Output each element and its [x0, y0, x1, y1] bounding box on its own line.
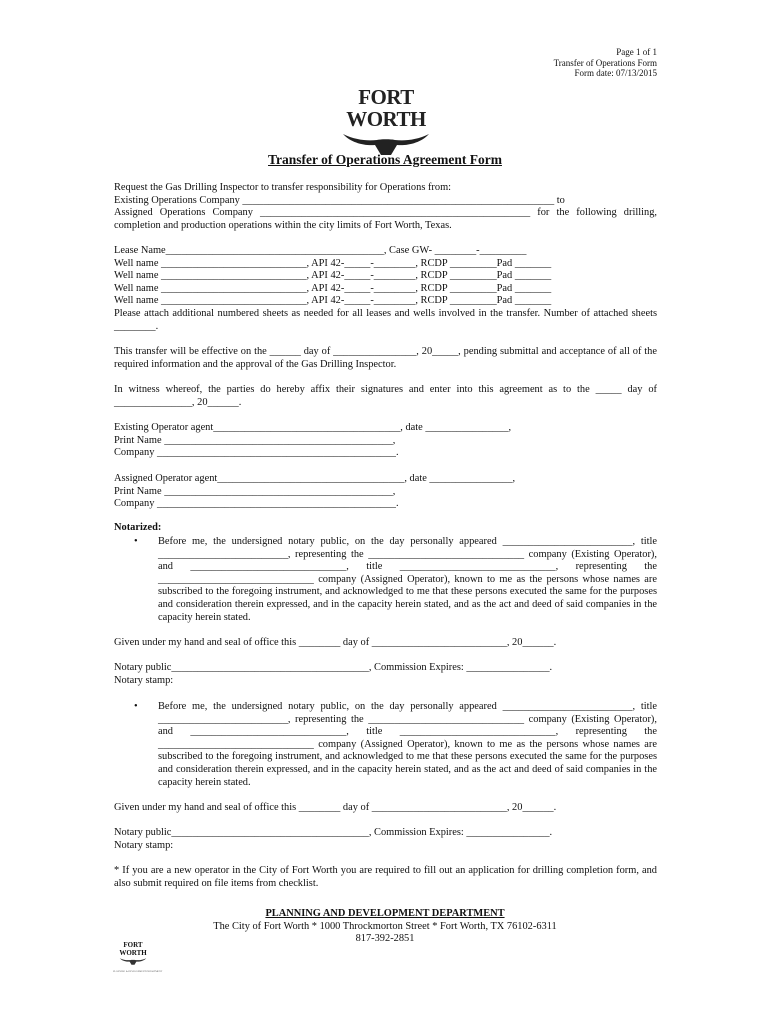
attach-note[interactable]: Please attach additional numbered sheets as needed for all leases and wells involved in the transfer. Number of attached sheets ________. — [114, 307, 657, 332]
existing-agent-line[interactable]: Existing Operator agent____________________________________, date ________________, — [114, 422, 512, 433]
assigned-print-name-line[interactable]: Print Name ____________________________________________, — [114, 485, 396, 497]
logo-text: FORT WORTH — [346, 85, 426, 131]
lease-name-line[interactable]: Lease Name__________________________________________, Case GW- ________-_________ — [114, 245, 527, 256]
notary-stamp-label: Notary stamp: — [114, 839, 174, 851]
form-date: Form date: 07/13/2015 — [574, 68, 657, 78]
effective-paragraph[interactable]: This transfer will be effective on the ______ day of ________________, 20_____, pending submittal and acceptance of all of the required information and the approval of the Gas Drilling Inspector. — [114, 346, 657, 370]
intro-line-1: Request the Gas Drilling Inspector to transfer responsibility for Operations from: — [114, 182, 452, 193]
well-name-line[interactable]: Well name ____________________________, API 42-_____-________, RCDP _________Pad _______ — [114, 282, 552, 294]
existing-print-name-line[interactable]: Print Name ____________________________________________, — [114, 434, 396, 446]
form-name: Transfer of Operations Form — [553, 57, 657, 68]
assigned-agent-line[interactable]: Assigned Operator agent____________________________________, date ________________, — [114, 473, 516, 484]
notary-public-line[interactable]: Notary public______________________________________, Commission Expires: ________________. — [114, 662, 553, 673]
notary-public-line[interactable]: Notary public______________________________________, Commission Expires: ________________. — [114, 827, 553, 838]
bullet-icon: • — [134, 701, 138, 712]
bullet-icon: • — [134, 536, 138, 547]
assigned-company-sig-line[interactable]: Company ______________________________________________. — [114, 498, 399, 510]
page-number: Page 1 of 1 — [616, 47, 657, 57]
footer-phone: 817-392-2851 — [355, 933, 415, 945]
notary-paragraph[interactable]: Before me, the undersigned notary public, on the day personally appeared _________________________, title _________________________, representing the ______________________________ company (Existing Operator), and ______________________________, title ______________________________, representing the ______________________________ company (Assigned Operator), known to me as the persons whose names are subscribed to the foregoing instrument, and acknowledged to me that these persons executed the same for the purposes and consideration therein expressed, and in the capacity herein stated, and as the act and deed of said companies in the capacity herein stated. — [158, 536, 657, 623]
existing-company-sig-line[interactable]: Company ______________________________________________. — [114, 447, 399, 459]
given-line[interactable]: Given under my hand and seal of office this ________ day of __________________________, 20______. — [114, 802, 557, 813]
small-logo-text: FORT WORTH — [119, 941, 147, 957]
form-title: Transfer of Operations Agreement Form — [268, 152, 502, 167]
well-name-line[interactable]: Well name ____________________________, API 42-_____-________, RCDP _________Pad _______ — [114, 295, 552, 307]
notary-stamp-label: Notary stamp: — [114, 674, 174, 686]
page-header — [554, 47, 657, 79]
footnote: * If you are a new operator in the City of Fort Worth you are required to fill out an application for drilling completion form, and also submit required on file items from checklist. — [114, 865, 657, 889]
given-line[interactable]: Given under my hand and seal of office this ________ day of __________________________, 20______. — [114, 637, 557, 648]
well-name-line[interactable]: Well name ____________________________, API 42-_____-________, RCDP _________Pad _______ — [114, 257, 552, 269]
notary-bullet-1 — [114, 536, 657, 624]
intro-section — [114, 182, 657, 232]
small-logo-tagline: PLANNING & DEVELOPMENT DEPARTMENT — [113, 969, 163, 973]
notary-section-2 — [114, 827, 657, 852]
notary-bullet-2 — [114, 701, 657, 789]
fort-worth-logo — [331, 86, 441, 156]
witness-paragraph[interactable]: In witness whereof, the parties do hereby affix their signatures and enter into this agreement as to the _____ day of _______________, 20______. — [114, 384, 657, 408]
lease-section — [114, 245, 657, 333]
department-name: PLANNING AND DEVELOPMENT DEPARTMENT — [265, 908, 505, 919]
footer-address: The City of Fort Worth * 1000 Throckmorton Street * Fort Worth, TX 76102-6311 — [213, 920, 557, 932]
notary-paragraph[interactable]: Before me, the undersigned notary public, on the day personally appeared _________________________, title _________________________, representing the ______________________________ company (Existing Operator), and ______________________________, title ______________________________, representing the ______________________________ company (Assigned Operator), known to me as the persons whose names are subscribed to the foregoing instrument, and acknowledged to me that these persons executed the same for the purposes and consideration therein expressed, and in the capacity herein stated, and as the act and deed of said companies in the capacity herein stated. — [158, 701, 657, 788]
small-fort-worth-logo — [113, 941, 163, 973]
assigned-operator-signature — [114, 473, 657, 511]
notarized-label: Notarized: — [114, 522, 162, 533]
small-longhorn-icon — [118, 957, 148, 965]
existing-company-line[interactable]: Existing Operations Company ____________________________________________________________ to — [114, 194, 565, 206]
notary-section-1 — [114, 662, 657, 687]
well-name-line[interactable]: Well name ____________________________, API 42-_____-________, RCDP _________Pad _______ — [114, 270, 552, 282]
assigned-company-line[interactable]: Assigned Operations Company ____________________________________________________ for the following drilling, completion and production operations within the city limits of Fort Worth, Texas. — [114, 207, 657, 231]
existing-operator-signature — [114, 422, 657, 460]
